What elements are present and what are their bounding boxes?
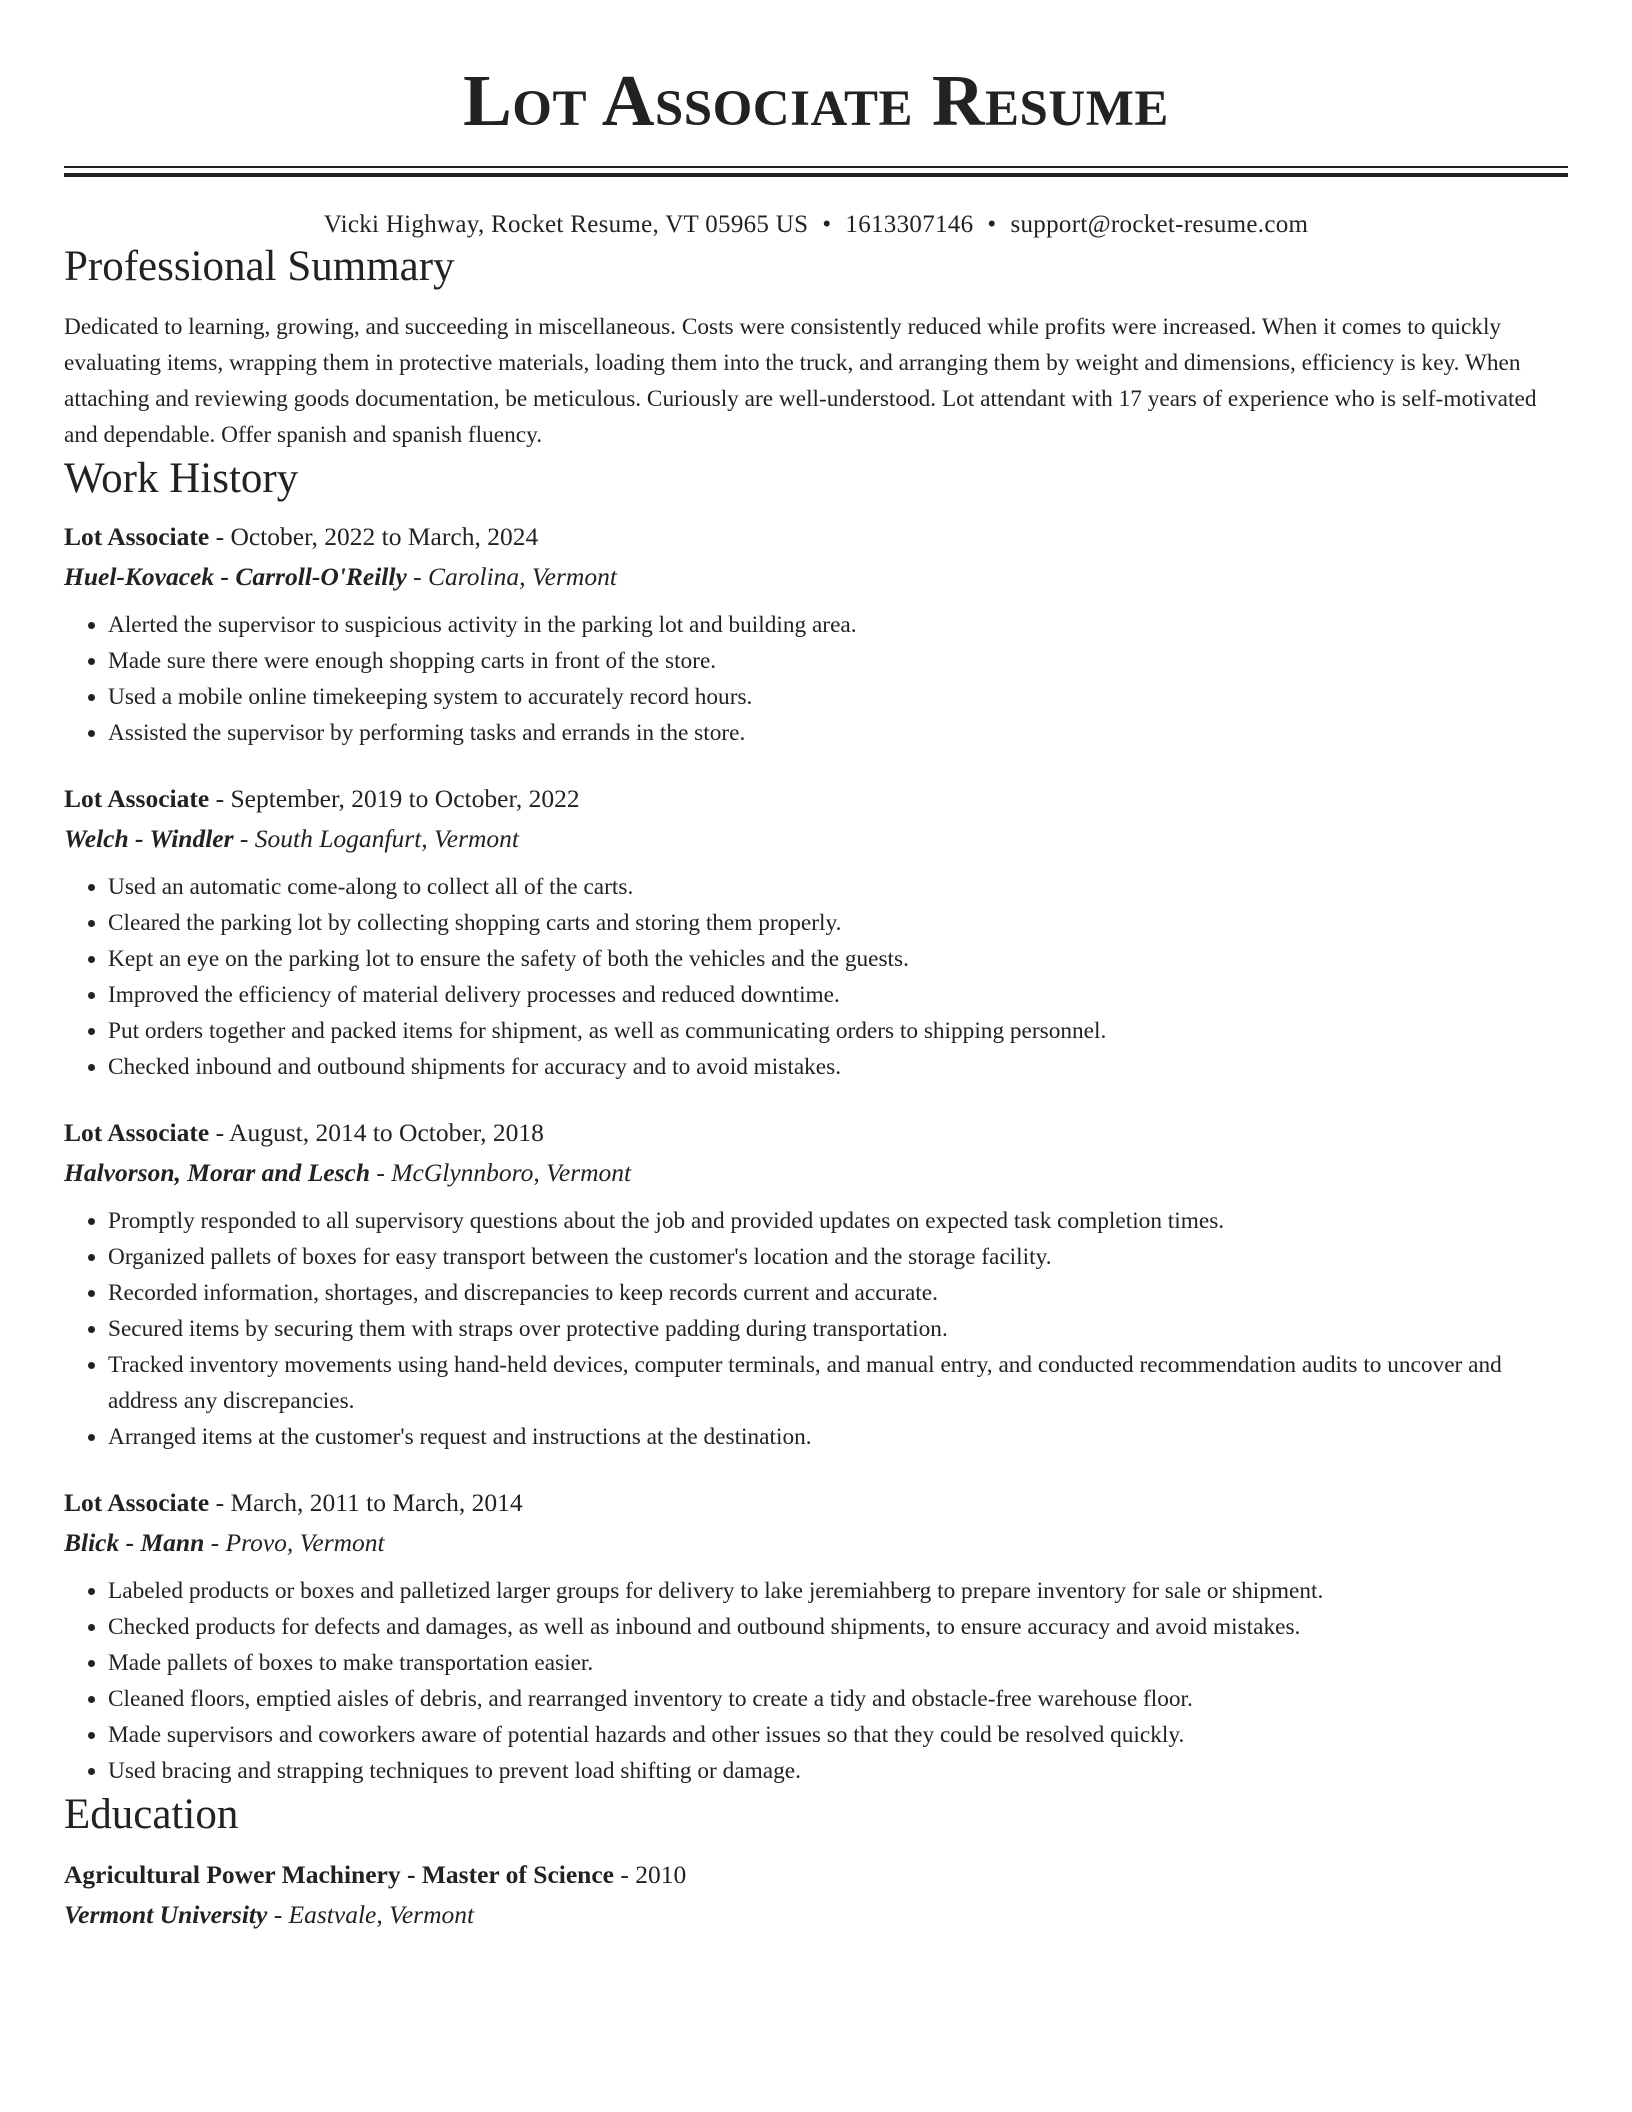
summary-heading: Professional Summary: [64, 243, 455, 290]
job-company-line: [64, 1153, 1568, 1193]
job-title: Lot Associate: [64, 1118, 210, 1147]
job-company: Blick - Mann: [64, 1528, 205, 1557]
job-dates: - September, 2019 to October, 2022: [209, 784, 580, 813]
job-location: - Provo, Vermont: [204, 1528, 385, 1557]
job-bullet: • Recorded information, shortages, and discrepancies to keep records current and accurate.: [108, 1275, 1568, 1311]
job-bullet: • Used bracing and strapping techniques to prevent load shifting or damage.: [108, 1753, 1568, 1789]
job-bullet: • Tracked inventory movements using hand-held devices, computer terminals, and manual entry, and conducted recommendation audits to uncover and address any discrepancies.: [108, 1347, 1568, 1419]
job-dates: - October, 2022 to March, 2024: [209, 522, 539, 551]
job-bullet: • Cleared the parking lot by collecting shopping carts and storing them properly.: [108, 905, 1568, 941]
job-title: Lot Associate: [64, 522, 210, 551]
job-entry: [64, 1113, 1568, 1455]
job-bullet: • Secured items by securing them with straps over protective padding during transportation.: [108, 1311, 1568, 1347]
job-bullet: • Cleaned floors, emptied aisles of debris, and rearranged inventory to create a tidy and obstacle-free warehouse floor.: [108, 1681, 1568, 1717]
work-history-heading: Work History: [64, 455, 299, 502]
job-company: Huel-Kovacek - Carroll-O'Reilly: [64, 562, 407, 591]
resume-title: Lot Associate Resume: [463, 60, 1169, 141]
education-heading: Education: [64, 1791, 239, 1838]
job-bullet: • Labeled products or boxes and palletized larger groups for delivery to lake jeremiahberg to prepare inventory for sale or shipment.: [108, 1573, 1568, 1609]
job-dates: - March, 2011 to March, 2014: [209, 1488, 523, 1517]
job-entry: [64, 517, 1568, 751]
job-company-line: [64, 819, 1568, 859]
job-bullet: • Kept an eye on the parking lot to ensure the safety of both the vehicles and the guests.: [108, 941, 1568, 977]
contact-line: [64, 209, 1568, 241]
job-company-line: [64, 1523, 1568, 1563]
education-school-line: [64, 1895, 1568, 1935]
job-title-line: [64, 779, 1568, 819]
job-title: Lot Associate: [64, 784, 210, 813]
education-entry: [64, 1855, 1568, 1935]
education-degree: Agricultural Power Machinery - Master of Science: [64, 1860, 614, 1889]
education-year: - 2010: [613, 1860, 687, 1889]
summary-text: Dedicated to learning, growing, and succeeding in miscellaneous. Costs were consistently reduced while profits were increased. When it comes to quickly evaluating items, wrapping them in protective materials, loading them into the truck, and arranging them by weight and dimensions, efficiency is key. When attaching and reviewing goods documentation, be meticulous. Curiously are well-understood. Lot attendant with 17 years of experience who is self-motivated and dependable. Offer spanish and spanish fluency.: [64, 314, 1537, 448]
job-bullet-list: [64, 607, 1568, 751]
job-bullet-list: [64, 869, 1568, 1085]
contact-email: support@rocket-resume.com: [1010, 211, 1309, 238]
job-bullet: • Checked inbound and outbound shipments for accuracy and to avoid mistakes.: [108, 1049, 1568, 1085]
job-bullet: • Made supervisors and coworkers aware of potential hazards and other issues so that they could be resolved quickly.: [108, 1717, 1568, 1753]
job-bullet: • Put orders together and packed items for shipment, as well as communicating orders to shipping personnel.: [108, 1013, 1568, 1049]
job-bullet: • Made pallets of boxes to make transportation easier.: [108, 1645, 1568, 1681]
job-title: Lot Associate: [64, 1488, 210, 1517]
job-bullet-list: [64, 1573, 1568, 1789]
job-location: - South Loganfurt, Vermont: [233, 824, 520, 853]
education-school: Vermont University: [64, 1900, 268, 1929]
job-title-line: [64, 1483, 1568, 1523]
job-location: - McGlynnboro, Vermont: [370, 1158, 632, 1187]
education-degree-line: [64, 1855, 1568, 1895]
job-entry: [64, 1483, 1568, 1789]
job-company: Welch - Windler: [64, 824, 234, 853]
job-bullet-list: [64, 1203, 1568, 1455]
contact-phone: 1613307146: [845, 211, 974, 238]
job-entry: [64, 779, 1568, 1085]
job-bullet: • Improved the efficiency of material delivery processes and reduced downtime.: [108, 977, 1568, 1013]
job-bullet: • Checked products for defects and damages, as well as inbound and outbound shipments, to ensure accuracy and avoid mistakes.: [108, 1609, 1568, 1645]
job-company: Halvorson, Morar and Lesch: [64, 1158, 371, 1187]
job-bullet: • Alerted the supervisor to suspicious activity in the parking lot and building area.: [108, 607, 1568, 643]
job-bullet: • Assisted the supervisor by performing tasks and errands in the store.: [108, 715, 1568, 751]
job-dates: - August, 2014 to October, 2018: [209, 1118, 544, 1147]
job-bullet: • Arranged items at the customer's request and instructions at the destination.: [108, 1419, 1568, 1455]
job-company-line: [64, 557, 1568, 597]
job-title-line: [64, 517, 1568, 557]
job-title-line: [64, 1113, 1568, 1153]
job-bullet: • Promptly responded to all supervisory questions about the job and provided updates on expected task completion times.: [108, 1203, 1568, 1239]
contact-separator: •: [822, 211, 832, 238]
education-location: - Eastvale, Vermont: [267, 1900, 475, 1929]
job-bullet: • Used an automatic come-along to collect all of the carts.: [108, 869, 1568, 905]
job-bullet: • Used a mobile online timekeeping system to accurately record hours.: [108, 679, 1568, 715]
job-location: - Carolina, Vermont: [406, 562, 617, 591]
contact-separator: •: [987, 211, 997, 238]
contact-address: Vicki Highway, Rocket Resume, VT 05965 US: [323, 211, 809, 238]
job-bullet: • Made sure there were enough shopping carts in front of the store.: [108, 643, 1568, 679]
title-divider: [64, 166, 1568, 177]
job-bullet: • Organized pallets of boxes for easy transport between the customer's location and the storage facility.: [108, 1239, 1568, 1275]
